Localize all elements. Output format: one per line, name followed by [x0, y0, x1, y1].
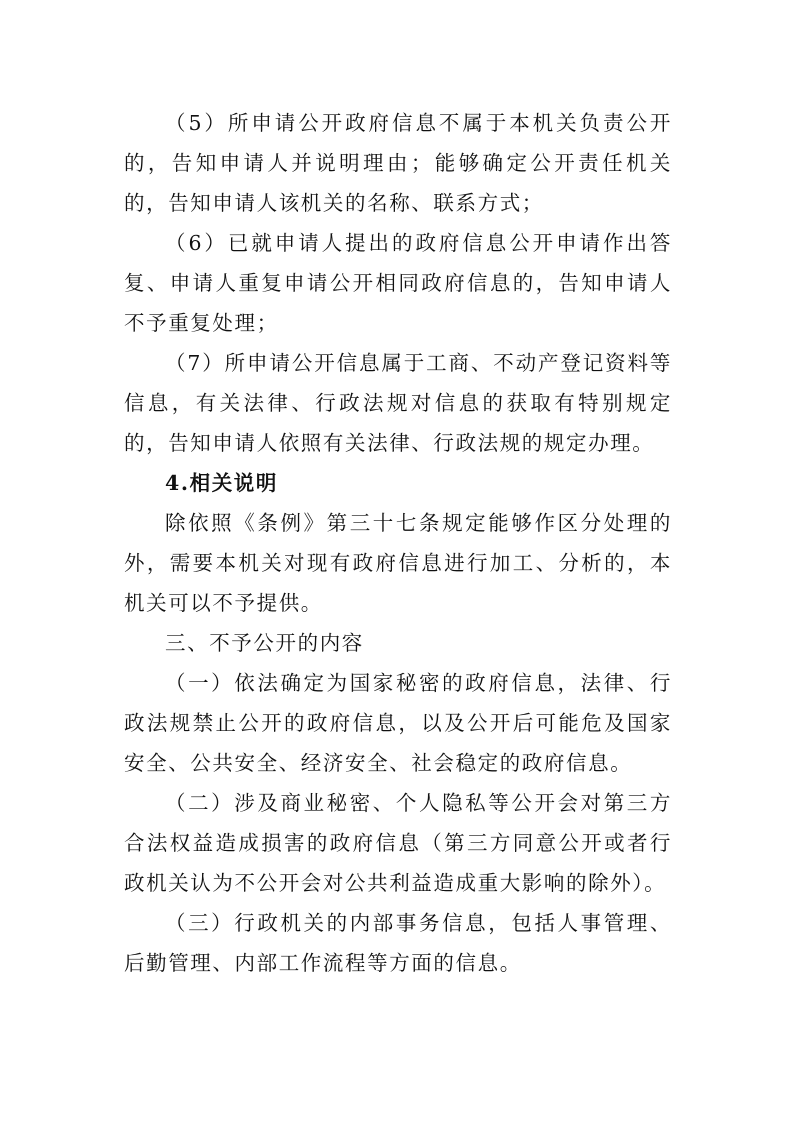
paragraph-item-5: （5）所申请公开政府信息不属于本机关负责公开的，告知申请人并说明理由；能够确定公开责任机关的，告知申请人该机关的名称、联系方式；: [124, 111, 672, 215]
section-heading-related-notes: 4.相关说明: [165, 471, 279, 495]
paragraph-related-notes: 除依照《条例》第三十七条规定能够作区分处理的外，需要本机关对现有政府信息进行加工、分析的，本机关可以不予提供。: [124, 511, 672, 615]
paragraph-item-two: （二）涉及商业秘密、个人隐私等公开会对第三方合法权益造成损害的政府信息（第三方同意公开或者行政机关认为不公开会对公共利益造成重大影响的除外）。: [124, 791, 672, 895]
paragraph-item-three: （三）行政机关的内部事务信息，包括人事管理、后勤管理、内部工作流程等方面的信息。: [124, 911, 672, 975]
document-body: [124, 103, 672, 983]
paragraph-item-6: （6）已就申请人提出的政府信息公开申请作出答复、申请人重复申请公开相同政府信息的，告知申请人不予重复处理；: [124, 231, 672, 335]
paragraph-item-one: （一）依法确定为国家秘密的政府信息，法律、行政法规禁止公开的政府信息，以及公开后可能危及国家安全、公共安全、经济安全、社会稳定的政府信息。: [124, 671, 672, 775]
section-heading-not-disclosed: 三、不予公开的内容: [165, 631, 364, 655]
paragraph-item-7: （7）所申请公开信息属于工商、不动产登记资料等信息，有关法律、行政法规对信息的获取有特别规定的，告知申请人依照有关法律、行政法规的规定办理。: [124, 351, 672, 455]
